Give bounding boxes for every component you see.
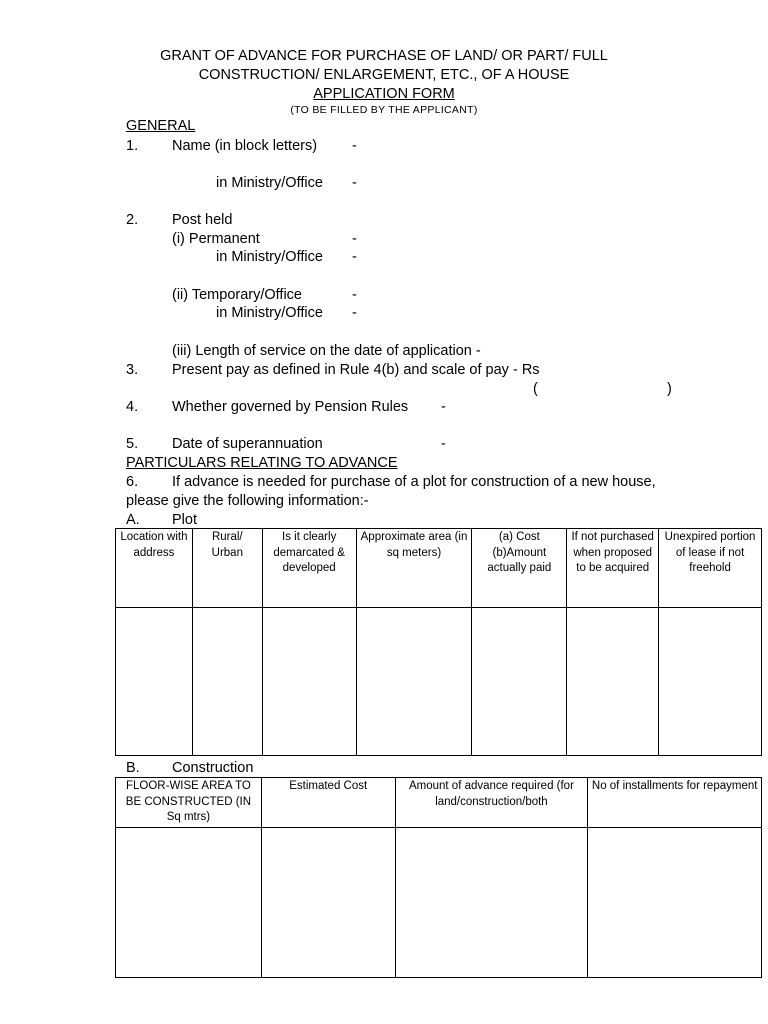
plot-col-demarcated: Is it clearly demarcated & developed — [262, 529, 356, 608]
permanent-label: (i) Permanent — [172, 231, 260, 247]
construction-col-installments: No of installments for repayment — [588, 778, 762, 828]
form-title: APPLICATION FORM — [313, 86, 455, 102]
item-5-label: Date of superannuation — [172, 436, 323, 452]
construction-col-estimated-cost: Estimated Cost — [261, 778, 395, 828]
item-1-dash: - — [352, 138, 357, 154]
construction-table — [115, 777, 762, 978]
plot-col-area: Approximate area (in sq meters) — [356, 529, 472, 608]
item-5-number: 5. — [126, 436, 139, 452]
plot-location-cell[interactable] — [116, 608, 193, 756]
temporary-ministry-label: in Ministry/Office — [216, 305, 323, 321]
plot-col-unexpired-lease: Unexpired portion of lease if not freehold — [659, 529, 762, 608]
construction-advance-amount-cell[interactable] — [395, 827, 588, 977]
plot-col-location: Location with address — [116, 529, 193, 608]
plot-rural-urban-cell[interactable] — [192, 608, 262, 756]
temporary-dash: - — [352, 287, 357, 303]
title-line-1: GRANT OF ADVANCE FOR PURCHASE OF LAND/ OR PART/ FULL — [160, 48, 608, 64]
construction-letter: B. — [126, 760, 140, 776]
permanent-dash: - — [352, 231, 357, 247]
item-6-text-continued: please give the following information:- — [126, 493, 369, 509]
length-of-service-label: (iii) Length of service on the date of application - — [172, 343, 481, 359]
plot-col-if-not-purchased: If not purchased when proposed to be acquired — [567, 529, 659, 608]
plot-letter: A. — [126, 512, 140, 528]
pay-scale-close-paren: ) — [667, 381, 672, 397]
item-1-ministry-dash: - — [352, 175, 357, 191]
plot-demarcated-cell[interactable] — [262, 608, 356, 756]
item-4-label: Whether governed by Pension Rules — [172, 399, 409, 415]
advance-heading: PARTICULARS RELATING TO ADVANCE — [126, 455, 398, 471]
general-heading: GENERAL — [126, 118, 196, 134]
item-4-number: 4. — [126, 399, 139, 415]
construction-installments-cell[interactable] — [588, 827, 762, 977]
construction-col-floor-area: FLOOR-WISE AREA TO BE CONSTRUCTED (IN Sq mtrs) — [116, 778, 262, 828]
construction-col-advance-amount: Amount of advance required (for land/construction/both — [395, 778, 588, 828]
permanent-ministry-dash: - — [352, 249, 357, 265]
item-2-label: Post held — [172, 212, 233, 228]
plot-cost-cell[interactable] — [472, 608, 567, 756]
plot-col-rural-urban: Rural/ Urban — [192, 529, 262, 608]
title-line-2: CONSTRUCTION/ ENLARGEMENT, ETC., OF A HOUSE — [198, 67, 570, 83]
plot-unexpired-lease-cell[interactable] — [659, 608, 762, 756]
plot-label: Plot — [172, 512, 197, 528]
item-1-ministry-label: in Ministry/Office — [216, 175, 323, 191]
plot-area-cell[interactable] — [356, 608, 472, 756]
temporary-label: (ii) Temporary/Office — [172, 287, 302, 303]
item-3-label: Present pay as defined in Rule 4(b) and scale of pay - Rs — [172, 362, 540, 378]
plot-col-cost: (a) Cost (b)Amount actually paid — [472, 529, 567, 608]
construction-estimated-cost-cell[interactable] — [261, 827, 395, 977]
plot-if-not-purchased-cell[interactable] — [567, 608, 659, 756]
item-4-dash: - — [441, 399, 446, 415]
permanent-ministry-label: in Ministry/Office — [216, 249, 323, 265]
construction-floor-area-cell[interactable] — [116, 827, 262, 977]
item-6-number: 6. — [126, 474, 139, 490]
construction-label: Construction — [172, 760, 254, 776]
plot-table — [115, 528, 762, 756]
item-2-number: 2. — [126, 212, 139, 228]
temporary-ministry-dash: - — [352, 305, 357, 321]
item-5-dash: - — [441, 436, 446, 452]
item-1-number: 1. — [126, 138, 139, 154]
form-subtitle: (TO BE FILLED BY THE APPLICANT) — [290, 104, 478, 116]
item-1-label: Name (in block letters) — [172, 138, 318, 154]
item-6-text: If advance is needed for purchase of a plot for construction of a new house, — [172, 474, 656, 490]
pay-scale-open-paren: ( — [533, 381, 538, 397]
item-3-number: 3. — [126, 362, 139, 378]
